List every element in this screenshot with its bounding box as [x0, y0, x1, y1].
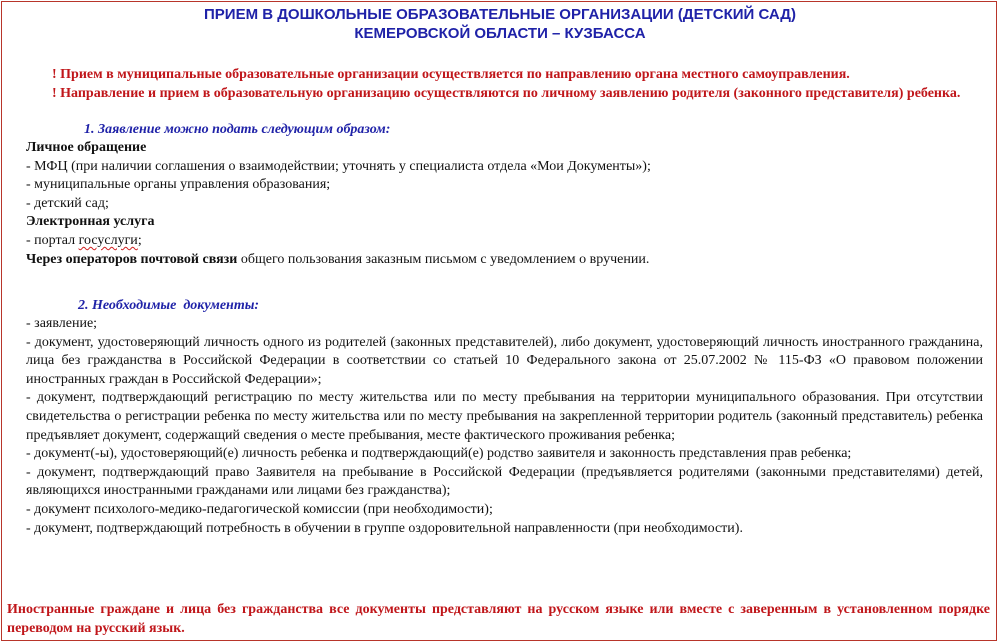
list-item: - документ(-ы), удостоверяющий(е) личность ребенка и подтверждающий(е) родство заявителя и законность представления прав ребенка; — [26, 446, 852, 462]
list-item: - заявление; — [26, 316, 98, 331]
gosuslugi-word: госуслуги — [78, 232, 138, 248]
post-item — [26, 251, 992, 270]
electronic-prefix: - портал — [26, 232, 79, 248]
post-rest: общего пользования заказным письмом с уведомлением о вручении. — [237, 251, 650, 267]
list-item: - документ психолого-медико-педагогической комиссии (при необходимости); — [26, 501, 493, 517]
section-1-heading: 1. Заявление можно подать следующим образом: — [84, 122, 391, 137]
section-2-body — [26, 315, 983, 538]
list-item: - муниципальные органы управления образования; — [26, 177, 331, 193]
page-title — [0, 5, 1000, 43]
electronic-item — [26, 232, 992, 251]
section-2-heading — [78, 297, 259, 316]
section-2-heading-word: документы: — [183, 298, 260, 313]
list-item: - документ, удостоверяющий личность одного из родителей (законных представителей), либо документ, удостоверяющий личность иностранного гражданина, лица без гражданства в Российской Федерации в соответствии со статьей 10 Федерального закона от 25.07.2002 № 115-ФЗ «О правовом положении иностранных граждан в Российской Федерации»; — [26, 334, 983, 387]
section-2-heading-num: 2. Необходимые — [78, 298, 177, 313]
footer-note — [7, 601, 990, 638]
list-item: - детский сад; — [26, 195, 109, 211]
list-item: - документ, подтверждающий потребность в обучении в группе оздоровительной направленности (при необходимости). — [26, 520, 743, 536]
footer-text: Иностранные граждане и лица без гражданства все документы представляют на русском языке или вместе с заверенным в установленном порядке переводом на русский язык. — [7, 602, 990, 636]
post-bold: Через операторов почтовой связи — [26, 251, 238, 267]
title-line-2: КЕМЕРОВСКОЙ ОБЛАСТИ – КУЗБАССА — [354, 25, 646, 42]
section-1-body — [26, 139, 992, 269]
list-item: - документ, подтверждающий регистрацию по месту жительства или по месту пребывания на территории муниципального образования. При отсутствии свидетельства о регистрации ребенка по месту жительства или по месту пребывания на закрепленной территории родитель (законный представитель) ребенка предъявляет документ, содержащий сведения о месте пребывания, месте фактического проживания ребенка; — [26, 390, 983, 443]
warning-note-2: ! Направление и прием в образовательную организацию осуществляются по личному заявлению родителя (законного представителя) ребенка. — [52, 85, 961, 101]
personal-title: Личное обращение — [26, 140, 147, 155]
list-item: - МФЦ (при наличии соглашения о взаимодействии; уточнять у специалиста отдела «Мои Документы»); — [26, 158, 651, 174]
warning-notes — [26, 66, 992, 103]
list-item: - документ, подтверждающий право Заявителя на пребывание в Российской Федерации (предъявляется родителями (законными представителями) детей, являющихся иностранными гражданами или лицами без гражданства); — [26, 464, 983, 499]
title-line-1: ПРИЕМ В ДОШКОЛЬНЫЕ ОБРАЗОВАТЕЛЬНЫЕ ОРГАНИЗАЦИИ (ДЕТСКИЙ САД) — [204, 6, 796, 23]
warning-note-1: ! Прием в муниципальные образовательные организации осуществляется по направлению органа местного самоуправления. — [52, 67, 850, 82]
electronic-title: Электронная услуга — [26, 214, 155, 230]
electronic-suffix: ; — [137, 232, 142, 248]
